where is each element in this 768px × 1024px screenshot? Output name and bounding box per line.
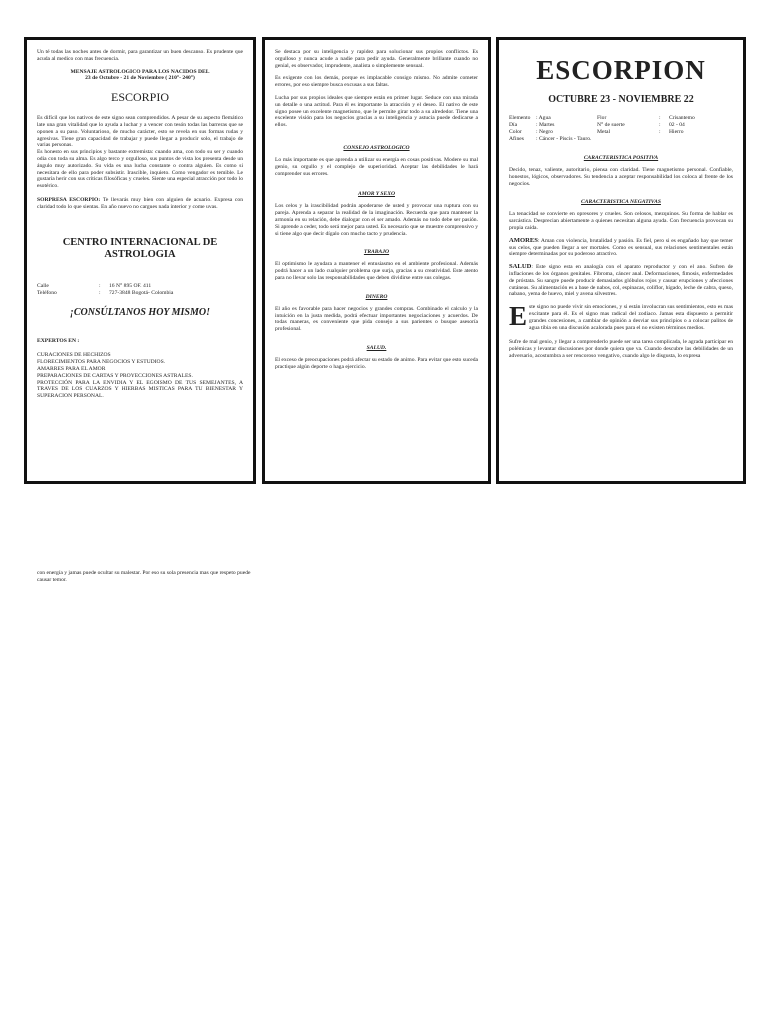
amor-text: Los celos y la irascibilidad podrán apoderarse de usted y provocar una ruptura con su pareja. Aprenda a separar la realidad de la imaginación. Recuerda que para mantener la armonía en su relación, debe dialogar con el ser amado. Además no todo debe ser pasión. Si aprende a ceder, todo será mejor para usted. Es necesario que se muestre comprensivo y si tiene algo que decir dígalo con mucho tacto y prudencia. — [275, 203, 478, 237]
middle-para3: Lucha por sus propios ideales que siempre están en primer lugar. Seduce con una mirada un detalle o una actitud. Para él es importante la atracción y el deseo. El nativo de este signo posee un excelente magnetismo, que le permite girar todo a su alrededor. Tiene una excelente visión para los negocios gracias a su inteligencia y astucia puede dedicarse a ellos. — [275, 94, 478, 129]
salud-label: SALUD — [509, 263, 532, 271]
attribute-key: Metal — [597, 129, 611, 135]
expertos-title: EXPERTOS EN : — [37, 337, 80, 344]
attribute-key: Color — [509, 129, 522, 135]
attribute-row-afines — [509, 136, 733, 143]
salud-text: : Este signo esta en analogía con el aparato reproductor y con el ano. Sufren de inflaciones de los órganos genitales. Fibroma, cáncer anal. Deformaciones, fimosis, enfermedades de próstata. Su sangre puede producir demasiados glóbulos rojos y causar erupciones y afecciones cutáneas. Su alimentación es a base de nabos, col, espinacas, coliflor, hígado, leche de cabra, queso, nabano, yema de huevo, miel y avena silvestres. — [509, 264, 733, 298]
salud-heading: SALUD. — [366, 344, 387, 351]
contact-value: 727-3848 Bogotá- Colombia — [109, 289, 174, 296]
attribute-key: N° de suerte — [597, 122, 625, 128]
sorpresa-text: Te llevarás muy bien con alguien de acuario. Expresa con claridad todo lo que sientas. En año nuevo no cargues nada interior y come uvas. — [37, 196, 243, 210]
list-item: PROTECCIÓN PARA LA ENVIDIA Y EL EGOISMO DE TUS SEMEJANTES, A TRAVES DE LOS CUARZOS Y HIERBAS MISTICAS PARA TU BIENESTAR Y SUPERACION PERSONAL. — [37, 379, 243, 400]
expertos-list — [37, 352, 243, 400]
overflow-text-block — [37, 570, 251, 588]
panel-middle — [262, 37, 491, 484]
middle-para1: Se destaca por su inteligencia y rapidez para solucionar sus propios conflictos. Es orgulloso y nunca acude a nadie para pedir ayuda. Generalmente brillante cuando no genial, es observador, imprudente, analista o simplemente sensual. — [275, 49, 478, 69]
sign-heading: ESCORPIO — [110, 90, 169, 105]
description-para2: Es honesto en sus principios y bastante extremista: cuando ama, con todo su ser y cuando odia con toda su alma. Es algo terco y orgulloso, sus puntos de vista los presenta desde un ángulo muy autorizado. Su vida es una lucha constante o contra alguien. Es como si necesitara de ello para poder subsistir. Irascible, inquieto. Como vengador es temible. Le gustaría herir con sus críticas filosóficas y crueles. Siente una especial atracción por todo lo esotérico. — [37, 149, 243, 190]
positiva-text: Decido, tenaz, valiente, autoritario, piensa con claridad. Tiene magnetismo personal. Confiable, honestos, lógicos, observadores. Su tendencia a aceptar responsabilidad los coloca al frente de los negocios. — [509, 167, 733, 187]
contact-row-phone: Teléfono : 727-3848 Bogotá- Colombia — [37, 289, 174, 296]
amores-label: AMORES — [509, 236, 538, 244]
negativas-heading: CARACTERISTICA NEGATIVAS — [581, 199, 661, 206]
list-item: CURACIONES DE HECHIZOS — [37, 352, 111, 359]
attribute-value: : Cáncer - Piscis - Tauro. — [536, 136, 592, 142]
attribute-row: Elemento : Agua Flor : Crisantemo — [509, 115, 695, 121]
attribute-key: Flor — [597, 115, 607, 121]
attribute-row: Día : Martes N° de suerte : 02 - 04 — [509, 122, 685, 128]
attribute-value: Crisantemo — [669, 115, 695, 121]
centro-line1: CENTRO INTERNACIONAL DE — [62, 236, 218, 248]
amores-paragraph — [509, 238, 733, 258]
list-item: PREPARACIONES DE CARTAS Y PROYECCIONES ASTRALES. — [37, 372, 193, 379]
contact-row-street: Calle : 16 N° 895 OF. 411 — [37, 282, 152, 289]
trabajo-heading: TRABAJO — [363, 249, 390, 256]
consultanos-heading: ¡CONSÚLTANOS HOY MISMO! — [69, 306, 211, 318]
dinero-text: El año es favorable para hacer negocios y grandes compras. Combinado el calculo y la intuición en la justa medida, podrá efectuar importantes negociaciones y acuerdos. De todas maneras, es conveniente que pida consejo a sus parientes o busque asesoría profesional. — [275, 305, 478, 333]
attributes-table — [509, 115, 733, 143]
attribute-key: Afines — [509, 136, 524, 142]
panel-right — [496, 37, 746, 484]
drop-cap: E — [509, 301, 528, 332]
este-text: ste signo no puede vivir sin emociones, y si están involucran sus sentimientos, esto es mas excitante para él. Es el signo mas radical del zodiaco. Jamas esta dispuesto a permitir grandes concesiones, a cambiar de opinión a desviar sus principios o a colocar palitos de agua tibia en una discusión acalorada pues para el no existen términos medios. — [529, 304, 733, 331]
intro-text: Un té todas las noches antes de dormir, para garantizar un buen descanso. Es prudente que acuda al medico con mas frecuencia. — [37, 49, 243, 62]
mal-genio-text: Sufre de mal genio, y llegar a comprenderlo puede ser una tarea complicada, le agrada participar en polémicas y levantar discusiones por donde quiera que va. Cuando descubre las debilidades de un adversario, acostumbra a ser rencoroso vengativo, cuando algo le disgusta, lo expresa — [509, 339, 733, 359]
overflow-text: con energía y jamas puede ocultar su malestar. Por eso su sola presencia mas que respeto puede causar temor. — [37, 570, 251, 583]
contact-label: Teléfono — [37, 289, 57, 296]
amores-text: : Aman con violencia, brutalidad y pasión. Es fiel, pero si es engañado hay que temer sus celos, que pueden llegar a ser mortales. Como es sensual, sus relaciones sentimentales están siempre determinadas por su poderoso atractivo. — [509, 237, 733, 258]
list-item: FLORECIMIENTOS PARA NEGOCIOS Y ESTUDIOS. — [37, 359, 166, 366]
negativas-text: La tenacidad se convierte en opresores y crueles. Son celosos, mezquinos. Su forma de hablar es sarcástica. Desprecian abiertamente a quienes necesitan alguna ayuda. Con frecuencia provocan su propia caída. — [509, 211, 733, 231]
amor-heading: AMOR Y SEXO — [358, 191, 395, 198]
positiva-heading: CARACTERISTICA POSITIVA — [583, 155, 659, 161]
sorpresa-label: SORPRESA ESCORPIO: — [37, 196, 101, 203]
panel-left — [24, 37, 256, 484]
salud-paragraph — [509, 264, 733, 298]
sorpresa-paragraph — [37, 197, 243, 211]
attribute-row: Color : Negro Metal : Hierro — [509, 129, 684, 135]
contact-value: 16 N° 895 OF. 411 — [109, 282, 152, 289]
consejo-text: Lo más importante es que aprenda a utilizar su energía en cosas positivas. Modere su mal genio, su orgullo y el complejo de superioridad. Aceptar las debilidades le hará comprender sus errores. — [275, 156, 478, 177]
dinero-heading: DINERO — [365, 293, 388, 300]
page-title: ESCORPION — [536, 55, 706, 85]
attribute-key: Elemento — [509, 115, 531, 121]
contact-label: Calle — [37, 282, 49, 289]
attribute-value: Hierro — [669, 129, 684, 135]
este-paragraph — [509, 301, 733, 332]
centro-line2: ASTROLOGIA — [104, 248, 176, 260]
attribute-value: : Negro — [536, 129, 553, 135]
centro-heading — [37, 237, 243, 261]
salud-text: El exceso de preocupaciones podrá afectar su estado de animo. Para evitar que esto suceda practique algún deporte o haga ejercicio. — [275, 356, 478, 370]
trabajo-text: El optimismo le ayudara a mantener el entusiasmo en el ambiente profesional. Además podrá hacer a un lado cualquier problema que surja, gracias a su creatividad. Este atento para no llevar solo las responsabilidades que deben dividirse entre sus colegas. — [275, 261, 478, 281]
attribute-value: : Martes — [536, 122, 555, 128]
middle-para2: Es exigente con los demás, porque es implacable consigo mismo. No admite cometer errores, por eso siempre busca excusas a sus faltas. — [275, 75, 478, 89]
description-para1: Es difícil que los nativos de este signo sean comprendidos. A pesar de su aspecto flemático late una gran vitalidad que lo ayuda a luchar y a vencer con tesón todas las barreras que se oponen a su paso. Voluntarioso, de mucho carácter, esto se revela en sus formas rudas y agresivas. Tiene gran capacidad de trabajar y puede llegar a producir solo, el trabajo de varias personas. — [37, 115, 243, 149]
consejo-heading: CONSEJO ASTROLOGICO — [343, 144, 410, 151]
attribute-key: Día — [509, 122, 518, 128]
mensaje-line2: 23 de Octubre - 21 de Noviembre ( 210°- 240°) — [85, 75, 195, 82]
contact-block — [37, 283, 243, 297]
attribute-value: : Agua — [536, 115, 551, 121]
mensaje-line1: MENSAJE ASTROLOGICO PARA LOS NACIDOS DEL — [70, 68, 210, 75]
list-item: AMARRES PARA EL AMOR — [37, 365, 106, 372]
attribute-value: 02 - 04 — [669, 122, 685, 128]
date-range: OCTUBRE 23 - NOVIEMBRE 22 — [548, 94, 694, 105]
